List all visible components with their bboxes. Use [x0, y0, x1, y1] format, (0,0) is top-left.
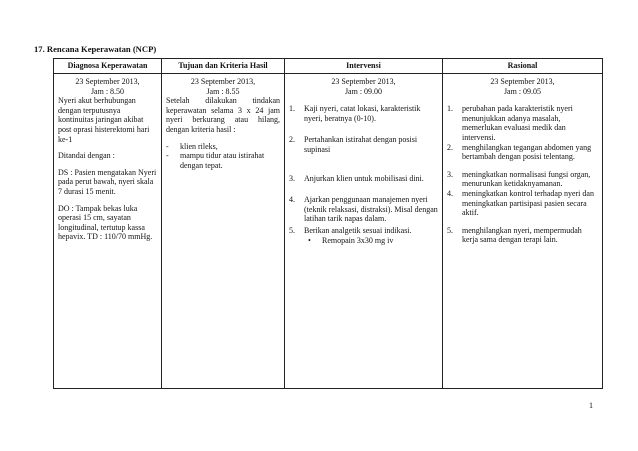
col-header-intervensi: Intervensi — [285, 59, 443, 74]
list-item: 4. Ajarkan penggunaan manajemen nyeri (teknik relaksasi, distraksi). Misal dengan latihan tarik napas dalam. — [289, 195, 438, 224]
rasional-time: Jam : 09.05 — [503, 86, 542, 96]
page-number: 1 — [589, 401, 593, 410]
diagnosa-ds: DS : Pasien mengatakan Nyeri pada perut bawah, nyeri skala 7 durasi 15 menit. — [58, 167, 157, 196]
cell-diagnosa — [54, 74, 162, 389]
drug-bullet: • Remopain 3x30 mg iv — [308, 235, 394, 245]
intervensi-time: Jam : 09.00 — [344, 86, 383, 96]
list-item: 1. Kaji nyeri, catat lokasi, karakteristik nyeri, beratnya (0-10). — [289, 104, 421, 123]
tujuan-text: Setelah dilakukan tindakan keperawatan selama 3 x 24 jam nyeri berkurang atau hilang, dengan kriteria hasil : — [166, 96, 280, 134]
list-item: 5. menghilangkan nyeri, mempermudah kerja sama dengan terapi lain. — [447, 225, 582, 245]
list-item: 1. perubahan pada karakteristik nyeri menunjukkan adanya masalah, memerlukan evaluasi medik dan intervensi. — [447, 104, 573, 142]
list-item: 4. meningkatkan kontrol terhadap nyeri dan meningkatkan partisipasi pasien secara aktif. — [447, 188, 594, 218]
list-item: - klien rileks, — [166, 141, 218, 151]
intervensi-date: 23 September 2013, — [331, 77, 396, 86]
diagnosa-time: Jam : 8.50 — [90, 86, 125, 96]
diagnosa-ditandai: Ditandai dengan : — [58, 151, 115, 161]
list-item: 2. menghilangkan tegangan abdomen yang bertambah dengan posisi telentang. — [447, 142, 592, 162]
criteria-list — [166, 142, 280, 171]
tujuan-date: 23 September 2013, — [190, 77, 256, 86]
section-heading: 17. Rencana Keperawatan (NCP) — [34, 44, 157, 54]
diagnosa-date: 23 September 2013, — [75, 77, 140, 86]
table-header-row — [54, 59, 603, 74]
rasional-date: 23 September 2013, — [490, 77, 555, 86]
diagnosa-text: Nyeri akut berhubungan dengan terputusnya kontinuitas jaringan akibat post oprasi histerektomi hari ke-1 — [58, 96, 150, 144]
col-header-diagnosa: Diagnosa Keperawatan — [54, 59, 162, 74]
tujuan-time: Jam : 8.55 — [206, 86, 240, 96]
list-item: 2. Pertahankan istirahat dengan posisi supinasi — [289, 135, 418, 154]
col-header-rasional: Rasional — [443, 59, 603, 74]
diagnosa-do: DO : Tampak bekas luka operasi 15 cm, sayatan longitudinal, tertutup kassa hepavix. TD : 110/70 mmHg. — [58, 203, 153, 242]
list-item: 5. Berikan analgetik sesuai indikasi. — [289, 225, 412, 235]
list-item: 3. meningkatkan normalisasi fungsi organ, menurunkan ketidaknyamanan. — [447, 169, 591, 189]
cell-intervensi — [285, 74, 443, 389]
ncp-table — [53, 58, 603, 389]
list-item: 3. Anjurkan klien untuk mobilisasi dini. — [289, 173, 424, 183]
table-row — [54, 74, 603, 389]
intervensi-list — [289, 104, 438, 235]
rasional-list — [447, 104, 598, 245]
list-item: - mampu tidur atau istirahat dengan tepat. — [166, 151, 265, 170]
col-header-tujuan: Tujuan dan Kriteria Hasil — [162, 59, 285, 74]
cell-rasional — [443, 74, 603, 389]
cell-tujuan — [162, 74, 285, 389]
